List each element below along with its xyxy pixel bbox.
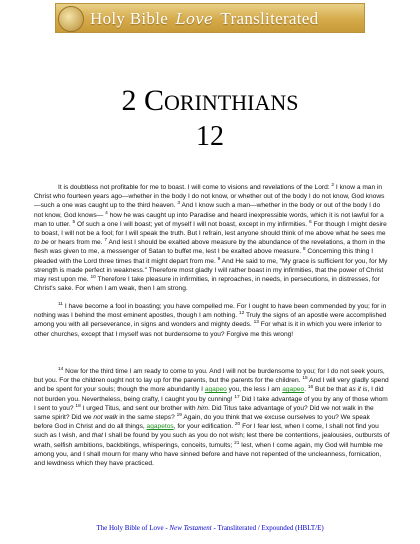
- verse-number: 7: [104, 238, 108, 244]
- verse-number: 21: [234, 440, 240, 446]
- footer-nt: New Testament: [169, 524, 212, 532]
- italic-text: that: [91, 432, 103, 440]
- greek-word-link[interactable]: agapetos: [146, 423, 174, 431]
- verse-number: 20: [234, 422, 241, 428]
- verse-text: I have become a fool in boasting; you have compelled me. For I ought to have been commended by you; for in nothing was I behind the most eminent apostles, though I am nothing.: [34, 303, 387, 320]
- verse-text: Again, do you think that we excuse ourselves to you? We speak before God in Christ and do all things,: [34, 414, 370, 431]
- banner-love: Love: [175, 10, 214, 28]
- verse-number: 11: [58, 301, 63, 307]
- verse-text: Truly the signs of an apostle were accomplished among you with all perseverance, in signs and wonders and mighty deeds.: [34, 312, 387, 329]
- verse-text: For what is it in which you were inferior to other churches, except that I myself was not burdensome to you? Forgive me this wrong!: [34, 321, 382, 338]
- verse-number: 12: [238, 311, 245, 317]
- italic-text: not walk: [93, 414, 118, 422]
- verse-text: I know a man in Christ who fourteen years ago—whether in the body I do not know, or whether out of the body I do not know, God knows—such a one was caught up to the third heaven.: [34, 184, 385, 210]
- italic-text: him: [197, 404, 208, 412]
- italic-text: as it is: [348, 386, 368, 394]
- verse-number: 19: [176, 412, 182, 418]
- book-title: [0, 84, 420, 118]
- verse-text: . Did Titus take advantage of you? Did we not walk in the same spirit? Did we: [34, 404, 374, 422]
- verse-text: .: [304, 386, 308, 394]
- greek-word-link[interactable]: agapeo: [204, 386, 227, 394]
- header-banner: [55, 3, 365, 33]
- verse-text: in the same steps?: [117, 414, 177, 422]
- chapter-number: 12: [196, 121, 224, 152]
- bible-emblem-icon: [58, 6, 84, 32]
- verse-number: 18: [75, 403, 81, 409]
- italic-text: to be: [34, 239, 49, 247]
- verse-text: For though I might desire to boast, I will not be a fool; for I will speak the truth. But I refrain, lest anyone should think of me above what he sees me: [34, 220, 387, 238]
- verse-text: Therefore I take pleasure in infirmities, in reproaches, in needs, in persecutions, in distresses, for Christ's sake. For when I am weak, then I am strong.: [34, 276, 380, 293]
- verse-text: or hears from me.: [48, 239, 105, 247]
- verse-number: 13: [253, 320, 259, 326]
- verse-text: And I will very gladly spend and be spent for your souls; though the more abundantly I: [34, 377, 389, 394]
- verse-text: how he was caught up into Paradise and heard inexpressible words, which it is not lawful for a man to utter.: [34, 211, 384, 228]
- verse-text: I urged Titus, and sent our brother with: [80, 404, 198, 412]
- verse-text: For I fear lest, when I come, I shall not find you such as I wish, and: [34, 423, 379, 440]
- greek-word-link[interactable]: agapeo: [282, 386, 305, 394]
- verse-number: 3: [177, 201, 180, 207]
- banner-prefix: Holy Bible: [90, 9, 173, 28]
- banner-title: [90, 9, 318, 29]
- paragraph: [34, 183, 390, 293]
- verse-text: Did I take advantage of you by any of those whom I sent to you?: [34, 395, 388, 412]
- verse-number: 4: [105, 210, 108, 216]
- verse-number: 9: [217, 256, 221, 262]
- verse-text: Of such a one I will boast; yet of myself I will not boast, except in my infirmities.: [75, 220, 309, 228]
- footer-prefix: The Holy Bible of Love -: [96, 524, 170, 532]
- verse-number: 16: [307, 385, 314, 391]
- paragraph: [34, 302, 390, 339]
- verse-text: lest, when I come again, my God will humble me among you, and I shall mourn for many who have sinned before and have not repented of the uncleanness, fornication, and lewdness which they have practiced.: [34, 441, 383, 468]
- verse-number: 5: [72, 219, 76, 225]
- verse-number: 10: [90, 274, 96, 280]
- verse-number: 15: [302, 376, 308, 382]
- banner-suffix: Transliterated: [216, 9, 319, 28]
- footer-link[interactable]: [0, 524, 420, 532]
- verse-number: 8: [302, 247, 306, 253]
- verse-text: , I did not burden you. Nevertheless, being crafty, I caught you by cunning!: [34, 386, 384, 403]
- book-title-first: 2 C: [121, 84, 165, 117]
- verse-text: And I know such a man—whether in the body or out of the body I do not know, God knows—: [34, 202, 381, 219]
- verse-text: But be that: [313, 386, 349, 394]
- verse-text: Now for the third time I am ready to come to you. And I will not be burdensome to you; for I do not seek yours, but you. For the children ought not to lay up for the parents, but the parents for the children.: [34, 368, 385, 385]
- verse-text: Concerning this thing I pleaded with the Lord three times that it might depart from me.: [34, 248, 374, 265]
- verse-number: 2: [331, 182, 335, 188]
- verse-number: 17: [234, 394, 240, 400]
- verse-text: And lest I should be exalted above measure by the abundance of the revelations, a thorn in the flesh was given to me, a messenger of Satan to buffet me, lest I be exalted above measure.: [34, 239, 386, 256]
- verse-text: , for your edification.: [173, 423, 235, 431]
- verse-number: 6: [308, 219, 312, 225]
- verse-text: It is doubtless not profitable for me to boast. I will come to visions and revelations of the Lord:: [58, 184, 332, 191]
- verse-text: you, the less I am: [226, 386, 283, 394]
- verse-text: I shall be found by you such as you do not wish; lest there be contentions, jealousies, outbursts of wrath, selfish ambitions, backbitings, whisperings, conceits, tumults;: [34, 432, 390, 449]
- verse-text: And He said to me, "My grace is sufficient for you, for My strength is made perfect in weakness." Therefore most gladly I will rather boast in my infirmities, that the power of Christ may rest upon me.: [34, 257, 388, 284]
- footer-suffix: - Transliterated / Expounded (HBLT/E): [211, 524, 324, 532]
- verse-number: 14: [58, 366, 64, 372]
- paragraph: [34, 367, 390, 468]
- book-title-rest: ORINTHIANS: [164, 90, 299, 115]
